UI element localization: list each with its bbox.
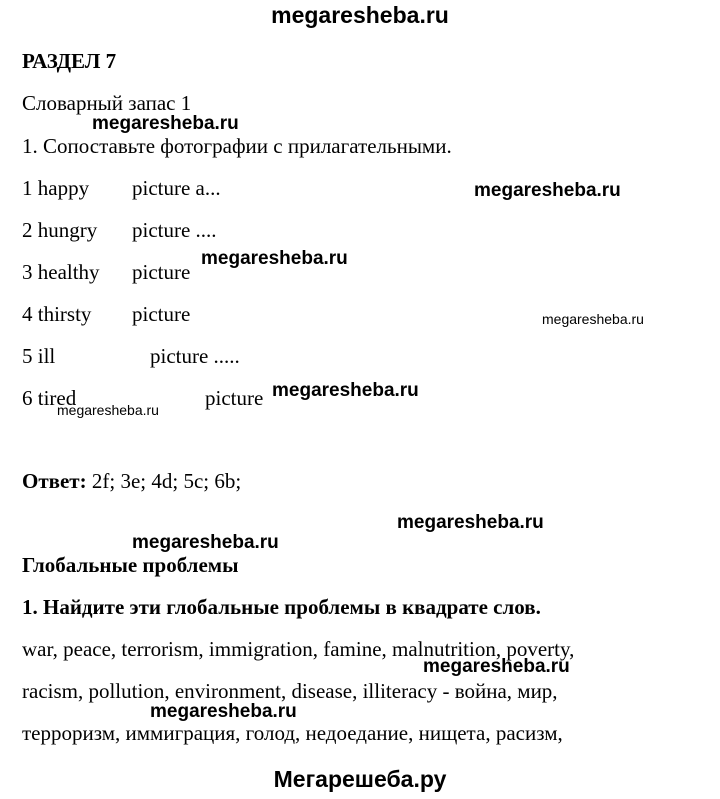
item-picture: picture [132,260,191,284]
watermark: megaresheba.ru [201,248,348,269]
item-picture: picture [205,386,264,410]
watermark: megaresheba.ru [474,180,621,201]
item-picture: picture .... [132,218,217,242]
answer-line [22,469,241,494]
paragraph-line: racism, pollution, environment, disease, illiteracy - война, мир, [22,679,558,703]
section-title: РАЗДЕЛ 7 [22,49,117,73]
footer-site-name: Мегарешеба.ру [273,766,447,792]
watermark: megaresheba.ru [150,701,297,722]
item-word: 2 hungry [22,218,98,242]
item-picture: picture [132,302,191,326]
watermark: megaresheba.ru [397,512,544,533]
answer-value: 2f; 3e; 4d; 5c; 6b; [86,469,242,493]
item-word: 3 healthy [22,260,100,284]
paragraph-line: war, peace, terrorism, immigration, famine, malnutrition, poverty, [22,637,575,661]
answer-label: Ответ: [22,469,87,493]
item-word: 1 happy [22,176,90,200]
watermark: megaresheba.ru [423,656,570,677]
watermark: megaresheba.ru [542,311,644,327]
watermark: megaresheba.ru [92,113,239,134]
task-instruction-1: 1. Сопоставьте фотографии с прилагательными. [22,134,452,158]
header-watermark: megaresheba.ru [271,2,449,28]
watermark: megaresheba.ru [57,402,159,418]
subtitle: Словарный запас 1 [22,91,192,115]
item-picture: picture ..... [150,344,240,368]
item-word: 4 thirsty [22,302,92,326]
item-word: 5 ill [22,344,56,368]
paragraph-line: терроризм, иммиграция, голод, недоедание, нищета, расизм, [22,721,563,745]
item-word: 6 tired [22,386,77,410]
task-instruction-2: 1. Найдите эти глобальные проблемы в квадрате слов. [22,595,541,619]
watermark: megaresheba.ru [272,380,419,401]
watermark: megaresheba.ru [132,532,279,553]
global-problems-title: Глобальные проблемы [22,553,239,577]
item-picture: picture a... [132,176,221,200]
